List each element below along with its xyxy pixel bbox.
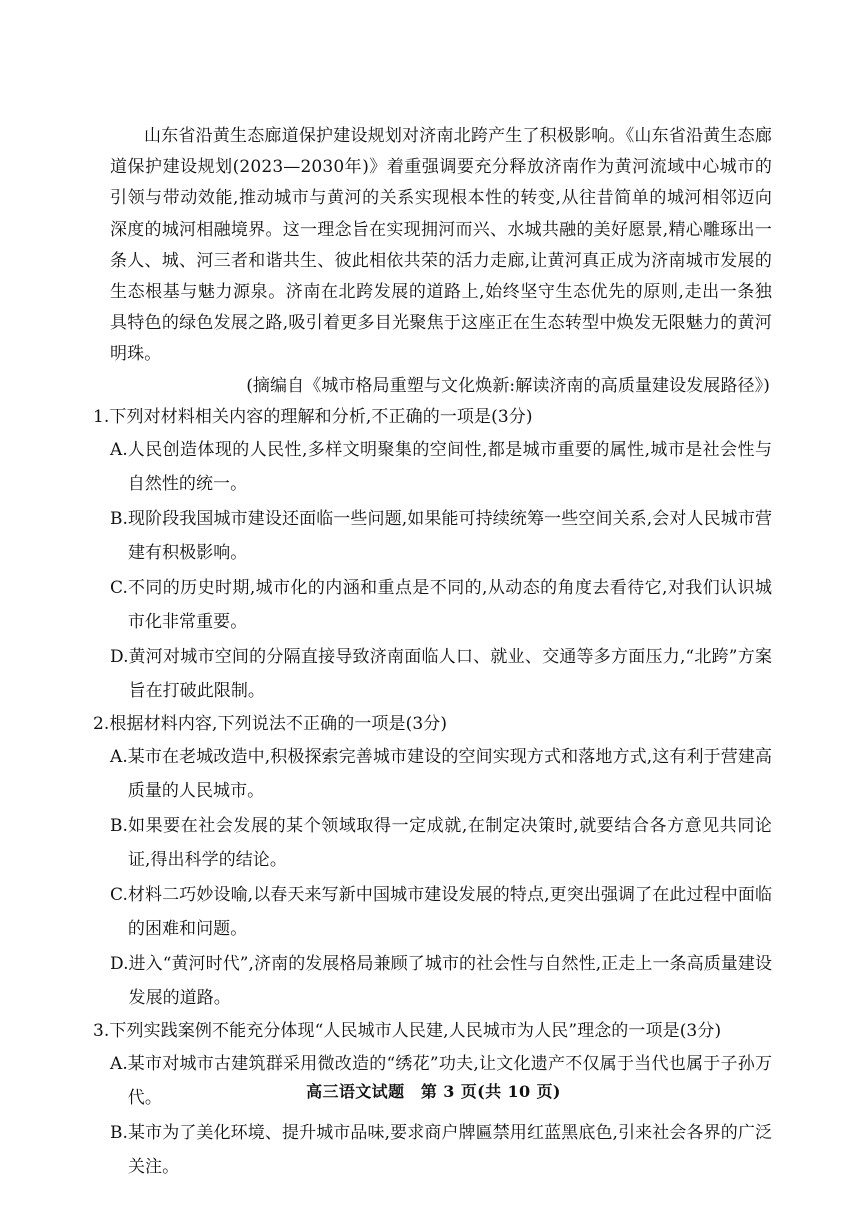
question-1 xyxy=(93,402,772,709)
option-text: 现阶段我国城市建设还面临一些问题,如果能可持续统筹一些空间关系,会对人民城市营建有积极影响。 xyxy=(128,508,772,564)
option-label: A. xyxy=(110,746,128,767)
option-label: B. xyxy=(110,508,128,529)
question-2-option-c xyxy=(93,878,772,947)
question-2-option-b xyxy=(93,809,772,878)
passage-source-citation: (摘编自《城市格局重塑与文化焕新:解读济南的高质量建设发展路径》) xyxy=(246,375,770,396)
page-footer: 高三语文试题 第 3 页(共 10 页) xyxy=(306,1082,561,1101)
option-text: 人民创造体现的人民性,多样文明聚集的空间性,都是城市重要的属性,城市是社会性与自然性的统一。 xyxy=(127,439,772,495)
option-text: 某市对城市古建筑群采用微改造的“绣花”功夫,让文化遗产不仅属于当代也属于子孙万代。 xyxy=(127,1053,772,1109)
option-label: B. xyxy=(110,815,128,836)
question-1-stem: 1.下列对材料相关内容的理解和分析,不正确的一项是(3分) xyxy=(93,406,533,427)
passage-paragraph: 山东省沿黄生态廊道保护建设规划对济南北跨产生了积极影响。《山东省沿黄生态廊道保护建设规划(2023—2030年)》着重强调要充分释放济南作为黄河流域中心城市的引领与带动效能,推动城市与黄河的关系实现根本性的转变,从往昔简单的城河相邻迈向深度的城河相融境界。这一理念旨在实现拥河而兴、水城共融的美好愿景,精心雕琢出一条人、城、河三者和谐共生、彼此相依共荣的活力走廊,让黄河真正成为济南城市发展的生态根基与魅力源泉。济南在北跨发展的道路上,始终坚守生态优先的原则,走出一条独具特色的绿色发展之路,吸引着更多目光聚焦于这座正在生态转型中焕发无限魅力的黄河明珠。 xyxy=(110,126,772,365)
question-2-option-a xyxy=(93,740,772,809)
question-2-option-d xyxy=(93,947,772,1016)
question-1-option-d xyxy=(93,640,772,709)
option-text: 进入“黄河时代”,济南的发展格局兼顾了城市的社会性与自然性,正走上一条高质量建设发展的道路。 xyxy=(128,953,772,1009)
option-label: B. xyxy=(110,1122,128,1143)
question-2 xyxy=(93,709,772,1016)
option-text: 黄河对城市空间的分隔直接导致济南面临人口、就业、交通等多方面压力,“北跨”方案旨在打破此限制。 xyxy=(128,646,772,702)
question-1-option-c xyxy=(93,571,772,640)
option-text: 某市在老城改造中,积极探索完善城市建设的空间实现方式和落地方式,这有利于营建高质量的人民城市。 xyxy=(127,746,772,802)
option-label: C. xyxy=(110,884,128,905)
option-text: 不同的历史时期,城市化的内涵和重点是不同的,从动态的角度去看待它,对我们认识城市化非常重要。 xyxy=(127,577,772,633)
option-label: C. xyxy=(110,577,128,598)
reading-passage xyxy=(110,121,772,402)
option-text: 某市为了美化环境、提升城市品味,要求商户牌匾禁用红蓝黑底色,引来社会各界的广泛关注。 xyxy=(128,1122,772,1178)
question-1-option-a xyxy=(93,433,772,502)
question-3-stem: 3.下列实践案例不能充分体现“人民城市人民建,人民城市为人民”理念的一项是(3分) xyxy=(93,1020,722,1041)
option-text: 如果要在社会发展的某个领域取得一定成就,在制定决策时,就要结合各方意见共同论证,得出科学的结论。 xyxy=(128,815,772,871)
option-text: 材料二巧妙设喻,以春天来写新中国城市建设发展的特点,更突出强调了在此过程中面临的困难和问题。 xyxy=(127,884,772,940)
option-label: A. xyxy=(110,439,128,460)
option-label: A. xyxy=(110,1053,128,1074)
question-1-option-b xyxy=(93,502,772,571)
option-label: D. xyxy=(110,953,129,974)
option-label: D. xyxy=(110,646,129,667)
question-3-option-b xyxy=(93,1116,772,1185)
question-2-stem: 2.根据材料内容,下列说法不正确的一项是(3分) xyxy=(93,713,448,734)
